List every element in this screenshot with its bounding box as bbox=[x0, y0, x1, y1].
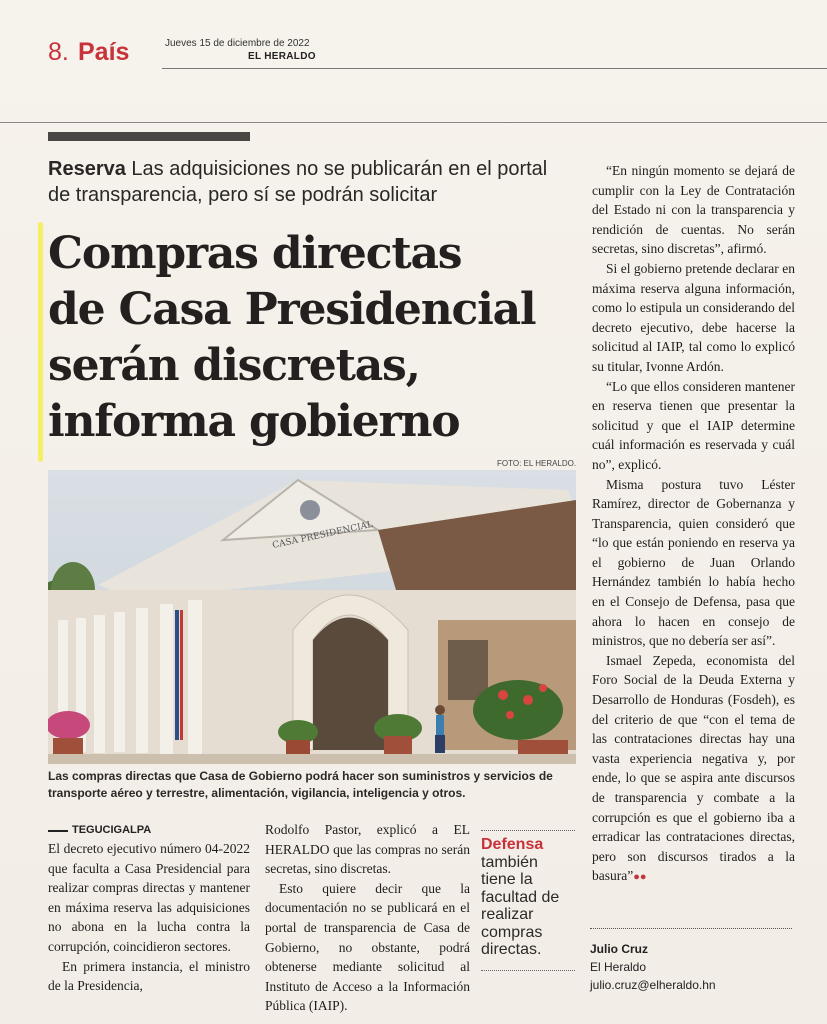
sidebar-bottom-rule bbox=[481, 970, 575, 971]
headline-line: serán discretas, bbox=[48, 340, 420, 391]
headline-line: de Casa Presidencial bbox=[48, 284, 536, 335]
marker-highlight bbox=[38, 222, 43, 462]
author-rule bbox=[590, 928, 792, 929]
author-publication: El Heraldo bbox=[590, 960, 647, 974]
headline-line: Compras directas bbox=[48, 228, 462, 279]
kicker-label: Reserva bbox=[48, 158, 126, 180]
headline bbox=[48, 226, 588, 450]
end-mark: ●● bbox=[633, 871, 647, 884]
top-divider bbox=[0, 122, 827, 123]
section-bar bbox=[48, 132, 250, 141]
headline-line: informa gobierno bbox=[48, 396, 460, 447]
paragraph: “Lo que ellos consideren mantener en reserva tienen que presentar la solicitud y que el IAIP determine cuál información es reservada y cuál no”, explicó. bbox=[592, 378, 795, 472]
dateline: TEGUCIGALPA bbox=[72, 824, 152, 836]
sidebar-text: también tiene la facultad de realizar compras directas. bbox=[481, 853, 560, 958]
publication-name: EL HERALDO bbox=[248, 51, 316, 62]
article-column-2 bbox=[265, 820, 470, 1016]
sidebar-label: Defensa bbox=[481, 836, 544, 853]
paragraph: Misma postura tuvo Léster Ramírez, director de Gobernanza y Transparencia, quien consideró que “lo que están poniendo en reserva ya el gobierno de Juan Orlando Hernández también lo había hecho en el Consejo de Defensa, pasa que ahora lo hacen en consejo de ministros, que no debería ser así”. bbox=[592, 476, 795, 649]
photo-credit: FOTO: EL HERALDO. bbox=[497, 459, 577, 468]
header-rule bbox=[162, 68, 827, 69]
author-name: Julio Cruz bbox=[590, 942, 649, 956]
casa-presidencial-illustration bbox=[48, 470, 576, 764]
photo-caption: Las compras directas que Casa de Gobierno podrá hacer son suministros y servicios de transporte aéreo y terrestre, alimentación, vigilancia, inteligencia y otros. bbox=[48, 769, 553, 800]
issue-date: Jueves 15 de diciembre de 2022 bbox=[165, 38, 310, 49]
article-column-1 bbox=[48, 839, 250, 996]
paragraph: En primera instancia, el ministro de la Presidencia, bbox=[48, 958, 250, 994]
sidebar-highlight bbox=[481, 836, 576, 959]
paragraph: El decreto ejecutivo número 04-2022 que faculta a Casa Presidencial para realizar compras directas y mantener en máxima reserva las adquisiciones no abona en la lucha contra la corrupción, coincidieron sectores. bbox=[48, 841, 250, 954]
kicker-text: Las adquisiciones no se publicarán en el portal de transparencia, pero sí se podrán solicitar bbox=[48, 158, 548, 206]
section-name: País bbox=[78, 38, 130, 66]
paragraph bbox=[592, 651, 795, 888]
author-email: julio.cruz@elheraldo.hn bbox=[590, 978, 716, 992]
paragraph: “En ningún momento se dejará de cumplir con la Ley de Contratación del Estado ni con la transparencia y rendición de cuentas. No serán secretas, sino discretas”, afirmó. bbox=[592, 163, 795, 257]
building-sign: CASA PRESIDENCIAL bbox=[271, 519, 375, 551]
paragraph-text: Ismael Zepeda, economista del Foro Social de la Deuda Externa y Desarrollo de Honduras (Fosdeh), es del criterio de que “con el tema de las contrataciones directas hay una vasta experiencia negativa y, por ende, lo que se aspira ante discursos de transparencia y combate a la corrupción es que el gobierno iba a erradicar las contrataciones directas, pero son discursos tirados a la basura” bbox=[592, 652, 795, 884]
page-number: 8. bbox=[48, 38, 69, 66]
paragraph: Rodolfo Pastor, explicó a EL HERALDO que las compras no serán secretas, sino discretas. bbox=[265, 822, 470, 877]
article-column-3 bbox=[592, 161, 795, 888]
paragraph: Si el gobierno pretende declarar en máxima reserva alguna información, como lo estipula un considerando del decreto ejecutivo, debe hacerse la solicitud al IAIP, tal como lo explicó su titular, Ivonne Ardón. bbox=[592, 260, 795, 374]
sidebar-top-rule bbox=[481, 830, 575, 831]
article-photo bbox=[48, 470, 576, 764]
dateline-rule bbox=[48, 830, 68, 832]
paragraph: Esto quiere decir que la documentación no se publicará en el portal de transparencia de Casa de Gobierno, no obstante, podrá obtenerse mediante solicitud al Instituto de Acceso a la Información Pública (IAIP). bbox=[265, 880, 470, 1014]
kicker bbox=[48, 156, 568, 208]
